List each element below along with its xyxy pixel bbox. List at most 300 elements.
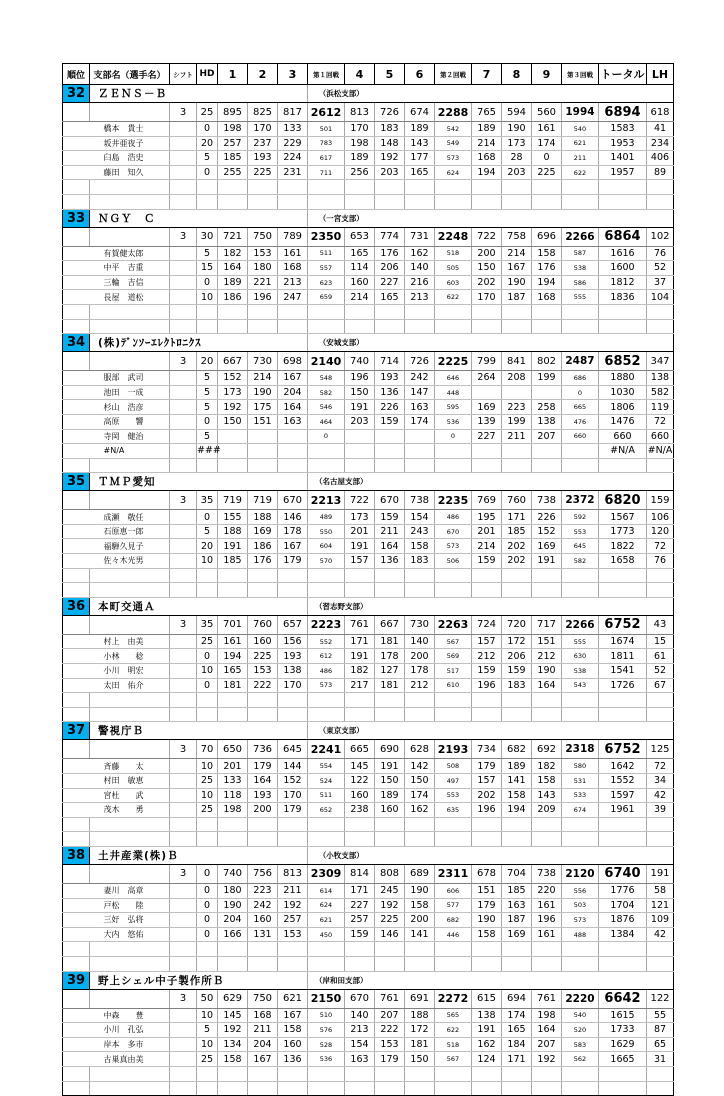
player-cell: 1615 (599, 1008, 647, 1023)
player-cell: 510 (308, 1008, 345, 1023)
player-cell: 185 (218, 151, 248, 166)
blank-cell (599, 817, 647, 832)
player-cell: 614 (308, 883, 345, 898)
summary-cell: 645 (278, 740, 308, 759)
summary-blank-rank (63, 491, 90, 510)
blank-cell (278, 458, 308, 473)
player-cell: 237 (248, 136, 278, 151)
player-cell: 446 (435, 927, 472, 942)
player-cell: 146 (278, 510, 308, 525)
summary-cell: 721 (218, 227, 248, 246)
player-name: 太田 佑介 (90, 678, 170, 693)
player-cell: 191 (345, 400, 375, 415)
player-cell: 37 (647, 275, 674, 290)
player-cell: 139 (472, 414, 502, 429)
blank-row (63, 304, 674, 319)
blank-cell (197, 304, 218, 319)
player-cell: 606 (435, 883, 472, 898)
team-header-filler (375, 597, 674, 615)
player-cell: 580 (562, 759, 599, 774)
player-row (63, 524, 674, 539)
summary-cell: 2266 (562, 227, 599, 246)
player-cell: 160 (248, 913, 278, 928)
player-cell: 10 (197, 788, 218, 803)
team-branch: （安城支部） (308, 334, 375, 352)
blank-cell (63, 583, 90, 598)
team-branch: （一宮支部） (308, 209, 375, 227)
player-cell: 165 (218, 664, 248, 679)
summary-cell: 799 (472, 352, 502, 371)
player-cell: 65 (647, 1037, 674, 1052)
player-cell: 258 (532, 400, 562, 415)
player-cell: 211 (375, 524, 405, 539)
player-cell: 42 (647, 788, 674, 803)
team-name: (株)ﾃﾞﾝｿｰｴﾚｸﾄﾛﾆｸｽ (90, 334, 308, 352)
player-cell: 168 (248, 1008, 278, 1023)
player-cell (170, 246, 197, 261)
player-rank-blank (63, 554, 90, 569)
blank-cell (248, 817, 278, 832)
team-name: ＺＥＮＳ－Ｂ (90, 85, 308, 103)
blank-cell (562, 304, 599, 319)
header-lh: LH (647, 64, 674, 85)
player-cell: 227 (375, 275, 405, 290)
player-cell: 182 (345, 664, 375, 679)
blank-cell (375, 942, 405, 957)
blank-cell (248, 1066, 278, 1081)
player-cell: 150 (345, 385, 375, 400)
blank-cell (405, 194, 435, 209)
player-cell: 486 (435, 510, 472, 525)
blank-cell (599, 458, 647, 473)
player-cell: 214 (248, 371, 278, 386)
player-cell: 161 (532, 927, 562, 942)
team-summary-row (63, 864, 674, 883)
player-cell: 610 (435, 678, 472, 693)
blank-cell (90, 583, 170, 598)
blank-cell (218, 942, 248, 957)
player-cell: 138 (472, 1008, 502, 1023)
blank-cell (472, 319, 502, 334)
blank-cell (405, 817, 435, 832)
player-cell: 193 (375, 371, 405, 386)
blank-cell (170, 458, 197, 473)
player-cell: 538 (562, 261, 599, 276)
blank-cell (472, 956, 502, 971)
summary-cell: 3 (170, 864, 197, 883)
player-cell: 159 (375, 414, 405, 429)
blank-cell (90, 956, 170, 971)
player-cell: 145 (218, 1008, 248, 1023)
blank-cell (405, 707, 435, 722)
player-cell: 133 (278, 122, 308, 137)
blank-cell (599, 319, 647, 334)
blank-cell (308, 458, 345, 473)
summary-cell: 730 (248, 352, 278, 371)
summary-cell: 761 (532, 989, 562, 1008)
blank-cell (435, 180, 472, 195)
summary-cell: 761 (345, 615, 375, 634)
summary-blank-name (90, 615, 170, 634)
summary-cell: 694 (502, 989, 532, 1008)
player-cell: 171 (345, 883, 375, 898)
blank-cell (278, 583, 308, 598)
player-cell: 183 (502, 678, 532, 693)
player-cell: 189 (345, 151, 375, 166)
player-cell: 121 (647, 898, 674, 913)
player-cell (170, 400, 197, 415)
summary-cell: 122 (647, 989, 674, 1008)
summary-cell: 2140 (308, 352, 345, 371)
blank-cell (502, 707, 532, 722)
player-cell: 511 (308, 246, 345, 261)
player-cell: 464 (308, 414, 345, 429)
player-cell (170, 290, 197, 305)
summary-cell: 769 (472, 491, 502, 510)
blank-cell (308, 180, 345, 195)
player-cell: 163 (345, 1052, 375, 1067)
player-cell (170, 1037, 197, 1052)
player-row (63, 165, 674, 180)
player-cell (170, 678, 197, 693)
player-cell: 72 (647, 414, 674, 429)
player-cell: 174 (532, 136, 562, 151)
blank-cell (435, 942, 472, 957)
player-cell: 213 (405, 290, 435, 305)
blank-cell (435, 956, 472, 971)
player-cell: 172 (502, 634, 532, 649)
player-row (63, 927, 674, 942)
player-cell: 190 (502, 275, 532, 290)
player-cell (170, 927, 197, 942)
player-cell: 256 (345, 165, 375, 180)
summary-cell: 670 (345, 989, 375, 1008)
blank-cell (345, 832, 375, 847)
team-summary-row (63, 989, 674, 1008)
summary-cell: 724 (472, 615, 502, 634)
summary-cell: 722 (472, 227, 502, 246)
blank-cell (472, 707, 502, 722)
player-cell: 0 (435, 429, 472, 444)
player-row (63, 898, 674, 913)
blank-cell (435, 583, 472, 598)
player-row (63, 1008, 674, 1023)
team-header-filler (375, 722, 674, 740)
blank-cell (170, 568, 197, 583)
summary-cell: 618 (647, 103, 674, 122)
team-name: 警視庁Ｂ (90, 722, 308, 740)
summary-blank-name (90, 864, 170, 883)
player-cell: 10 (197, 290, 218, 305)
blank-cell (647, 458, 674, 473)
player-cell: 202 (472, 788, 502, 803)
blank-cell (647, 304, 674, 319)
summary-cell: 720 (502, 615, 532, 634)
summary-cell: 674 (405, 103, 435, 122)
blank-cell (405, 832, 435, 847)
player-cell: 189 (218, 275, 248, 290)
player-cell: 165 (375, 290, 405, 305)
player-cell: 211 (562, 151, 599, 166)
blank-cell (647, 194, 674, 209)
blank-cell (647, 707, 674, 722)
player-cell: 160 (375, 803, 405, 818)
player-cell: 659 (308, 290, 345, 305)
blank-cell (405, 1066, 435, 1081)
player-cell: 157 (472, 774, 502, 789)
blank-cell (472, 583, 502, 598)
player-cell: 226 (375, 400, 405, 415)
player-cell: 0 (308, 429, 345, 444)
player-cell: 153 (278, 927, 308, 942)
player-cell: 178 (405, 664, 435, 679)
player-name: 村上 由美 (90, 634, 170, 649)
blank-cell (248, 583, 278, 598)
player-cell: 645 (562, 539, 599, 554)
player-cell: 1642 (599, 759, 647, 774)
player-cell: 1773 (599, 524, 647, 539)
player-name: 中森 豊 (90, 1008, 170, 1023)
blank-cell (405, 304, 435, 319)
player-cell: 76 (647, 554, 674, 569)
player-cell: 179 (472, 759, 502, 774)
player-cell: 52 (647, 664, 674, 679)
header-game-2: 2 (248, 64, 278, 85)
player-cell: 157 (472, 634, 502, 649)
summary-cell: 621 (278, 989, 308, 1008)
summary-cell: 560 (532, 103, 562, 122)
player-cell: 570 (308, 554, 345, 569)
player-name: 池田 一成 (90, 385, 170, 400)
player-cell: 225 (532, 165, 562, 180)
blank-cell (562, 832, 599, 847)
summary-cell: 70 (197, 740, 218, 759)
blank-cell (647, 693, 674, 708)
summary-cell: 731 (405, 227, 435, 246)
player-cell: 1733 (599, 1023, 647, 1038)
player-row (63, 275, 674, 290)
player-cell: 557 (308, 261, 345, 276)
player-row (63, 290, 674, 305)
player-cell: 5 (197, 385, 218, 400)
player-name: 寺岡 健治 (90, 429, 170, 444)
player-cell: 25 (197, 803, 218, 818)
player-cell: 136 (375, 554, 405, 569)
player-rank-blank (63, 774, 90, 789)
player-cell: 20 (197, 136, 218, 151)
player-cell: 5 (197, 400, 218, 415)
player-cell: 162 (405, 246, 435, 261)
player-cell: 555 (562, 290, 599, 305)
player-cell: 1776 (599, 883, 647, 898)
player-cell: 0 (197, 414, 218, 429)
player-cell: 196 (345, 371, 375, 386)
team-summary-row (63, 103, 674, 122)
player-cell (170, 803, 197, 818)
player-cell: 189 (405, 122, 435, 137)
player-cell: 573 (435, 151, 472, 166)
player-row (63, 136, 674, 151)
blank-cell (375, 180, 405, 195)
player-cell: 10 (197, 554, 218, 569)
player-row (63, 429, 674, 444)
player-cell: 257 (218, 136, 248, 151)
blank-cell (278, 180, 308, 195)
team-rank: 33 (63, 209, 90, 227)
player-cell: 164 (532, 1023, 562, 1038)
header-game-3: 3 (278, 64, 308, 85)
player-cell (435, 444, 472, 459)
player-cell: 207 (532, 1037, 562, 1052)
player-cell: 604 (308, 539, 345, 554)
player-cell: 161 (278, 246, 308, 261)
player-cell: 212 (472, 649, 502, 664)
team-header-row (63, 971, 674, 989)
player-cell: 488 (562, 927, 599, 942)
summary-cell: 2318 (562, 740, 599, 759)
blank-cell (308, 832, 345, 847)
summary-blank-rank (63, 227, 90, 246)
player-cell: 178 (278, 524, 308, 539)
player-cell: 179 (248, 759, 278, 774)
player-cell: 1600 (599, 261, 647, 276)
player-cell: 160 (248, 634, 278, 649)
blank-cell (197, 707, 218, 722)
blank-cell (308, 319, 345, 334)
header-total: トータル (599, 64, 647, 85)
blank-cell (278, 942, 308, 957)
player-cell: 28 (502, 151, 532, 166)
player-cell (170, 275, 197, 290)
blank-cell (532, 832, 562, 847)
player-cell: 150 (405, 1052, 435, 1067)
player-cell (170, 664, 197, 679)
blank-cell (532, 956, 562, 971)
blank-row (63, 942, 674, 957)
player-cell: 577 (435, 898, 472, 913)
summary-cell: 740 (218, 864, 248, 883)
player-name: 坂井亜夜子 (90, 136, 170, 151)
blank-cell (599, 707, 647, 722)
player-cell: 159 (345, 927, 375, 942)
summary-cell: 717 (532, 615, 562, 634)
blank-cell (278, 1081, 308, 1096)
player-cell (345, 429, 375, 444)
summary-blank-rank (63, 864, 90, 883)
player-cell (375, 429, 405, 444)
player-cell: 61 (647, 649, 674, 664)
blank-cell (472, 1081, 502, 1096)
player-cell: 196 (472, 803, 502, 818)
player-cell: 167 (278, 1008, 308, 1023)
player-cell: 1030 (599, 385, 647, 400)
player-cell: 171 (502, 1052, 532, 1067)
player-cell: 1876 (599, 913, 647, 928)
player-rank-blank (63, 634, 90, 649)
blank-cell (375, 707, 405, 722)
player-rank-blank (63, 414, 90, 429)
player-cell: 227 (472, 429, 502, 444)
player-cell: 211 (248, 1023, 278, 1038)
blank-cell (278, 817, 308, 832)
team-header-row (63, 209, 674, 227)
player-rank-blank (63, 371, 90, 386)
player-cell: 181 (375, 678, 405, 693)
player-cell: 104 (647, 290, 674, 305)
summary-cell: 2372 (562, 491, 599, 510)
player-cell: 190 (405, 883, 435, 898)
player-cell: 186 (248, 539, 278, 554)
team-header-row (63, 846, 674, 864)
player-cell: 5 (197, 524, 218, 539)
player-cell: 0 (197, 927, 218, 942)
player-cell: 204 (218, 913, 248, 928)
player-cell: 158 (405, 539, 435, 554)
player-cell: 264 (472, 371, 502, 386)
team-rank: 34 (63, 334, 90, 352)
blank-row (63, 956, 674, 971)
player-cell: 114 (345, 261, 375, 276)
player-row (63, 759, 674, 774)
player-cell: 511 (308, 788, 345, 803)
team-summary-row (63, 227, 674, 246)
summary-cell: 594 (502, 103, 532, 122)
player-rank-blank (63, 444, 90, 459)
blank-cell (435, 319, 472, 334)
player-cell: 161 (532, 898, 562, 913)
blank-cell (532, 707, 562, 722)
header-game-4: 4 (345, 64, 375, 85)
player-cell: 165 (345, 246, 375, 261)
player-cell (170, 122, 197, 137)
summary-blank-name (90, 740, 170, 759)
player-cell: 175 (248, 400, 278, 415)
player-cell: 1957 (599, 165, 647, 180)
header-rank: 順位 (63, 64, 90, 85)
blank-cell (170, 319, 197, 334)
player-cell: 220 (532, 883, 562, 898)
player-cell: 194 (502, 803, 532, 818)
player-cell: 1552 (599, 774, 647, 789)
blank-cell (308, 568, 345, 583)
player-cell: 229 (278, 136, 308, 151)
player-cell: 163 (502, 898, 532, 913)
header-shift: シフト (170, 64, 197, 85)
summary-cell: 789 (278, 227, 308, 246)
team-rank: 35 (63, 473, 90, 491)
player-cell: 191 (375, 759, 405, 774)
blank-cell (375, 693, 405, 708)
player-cell: 211 (278, 883, 308, 898)
blank-cell (472, 458, 502, 473)
player-cell: 172 (405, 1023, 435, 1038)
summary-blank-rank (63, 989, 90, 1008)
player-name: 小川 孔弘 (90, 1023, 170, 1038)
player-cell: 170 (278, 788, 308, 803)
player-cell: 517 (435, 664, 472, 679)
player-cell: 255 (218, 165, 248, 180)
player-cell: 520 (562, 1023, 599, 1038)
player-cell: 161 (218, 634, 248, 649)
player-cell: 186 (218, 290, 248, 305)
header-game-7: 7 (472, 64, 502, 85)
player-cell: 164 (375, 539, 405, 554)
blank-cell (345, 319, 375, 334)
blank-cell (63, 693, 90, 708)
player-cell (170, 788, 197, 803)
blank-cell (278, 707, 308, 722)
player-cell: 533 (562, 788, 599, 803)
